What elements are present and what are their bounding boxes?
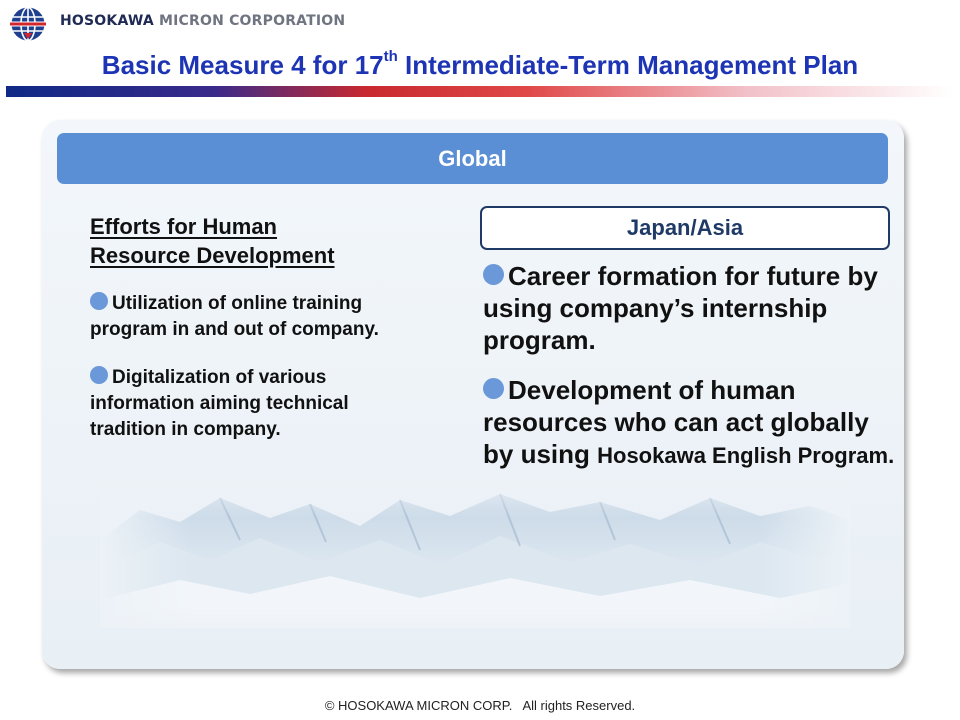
list-item <box>90 365 420 443</box>
list-item <box>483 374 903 472</box>
section-heading-line1: Efforts for Human <box>90 214 277 239</box>
global-banner-label: Global <box>438 145 507 171</box>
bullet-dot-icon <box>90 366 108 384</box>
list-item <box>90 291 420 343</box>
global-banner <box>57 133 888 184</box>
globe-logo-icon <box>10 6 46 42</box>
list-item <box>483 260 903 356</box>
page-title <box>0 50 960 81</box>
left-column <box>90 212 420 443</box>
list-item-text: Utilization of online training program in and out of company. <box>90 293 379 340</box>
list-item-text: Development of human resources who can act globally by using <box>483 375 869 469</box>
section-heading <box>90 212 420 270</box>
program-name: Hosokawa English Program. <box>597 443 895 468</box>
region-label: Japan/Asia <box>626 215 744 240</box>
bullet-dot-icon <box>90 292 108 310</box>
company-name-primary: HOSOKAWA <box>60 13 154 29</box>
section-heading-line2: Resource Development <box>90 243 335 268</box>
company-name <box>60 13 345 29</box>
bullet-dot-icon <box>483 378 504 399</box>
right-column <box>483 260 903 472</box>
copyright-footer: © HOSOKAWA MICRON CORP. All rights Reserved. <box>324 698 636 713</box>
region-label-box <box>480 206 890 250</box>
list-item-text: Digitalization of various information aiming technical tradition in company. <box>90 367 349 440</box>
bullet-dot-icon <box>483 264 504 285</box>
title-post: Intermediate-Term Management Plan <box>397 50 859 80</box>
title-superscript: th <box>383 48 398 65</box>
company-name-secondary: MICRON CORPORATION <box>158 13 346 29</box>
mountain-illustration <box>100 480 850 628</box>
title-pre: Basic Measure 4 for 17 <box>101 50 384 80</box>
list-item-text: Career formation for future by using company’s internship program. <box>483 261 878 355</box>
title-gradient-bar <box>6 86 954 97</box>
